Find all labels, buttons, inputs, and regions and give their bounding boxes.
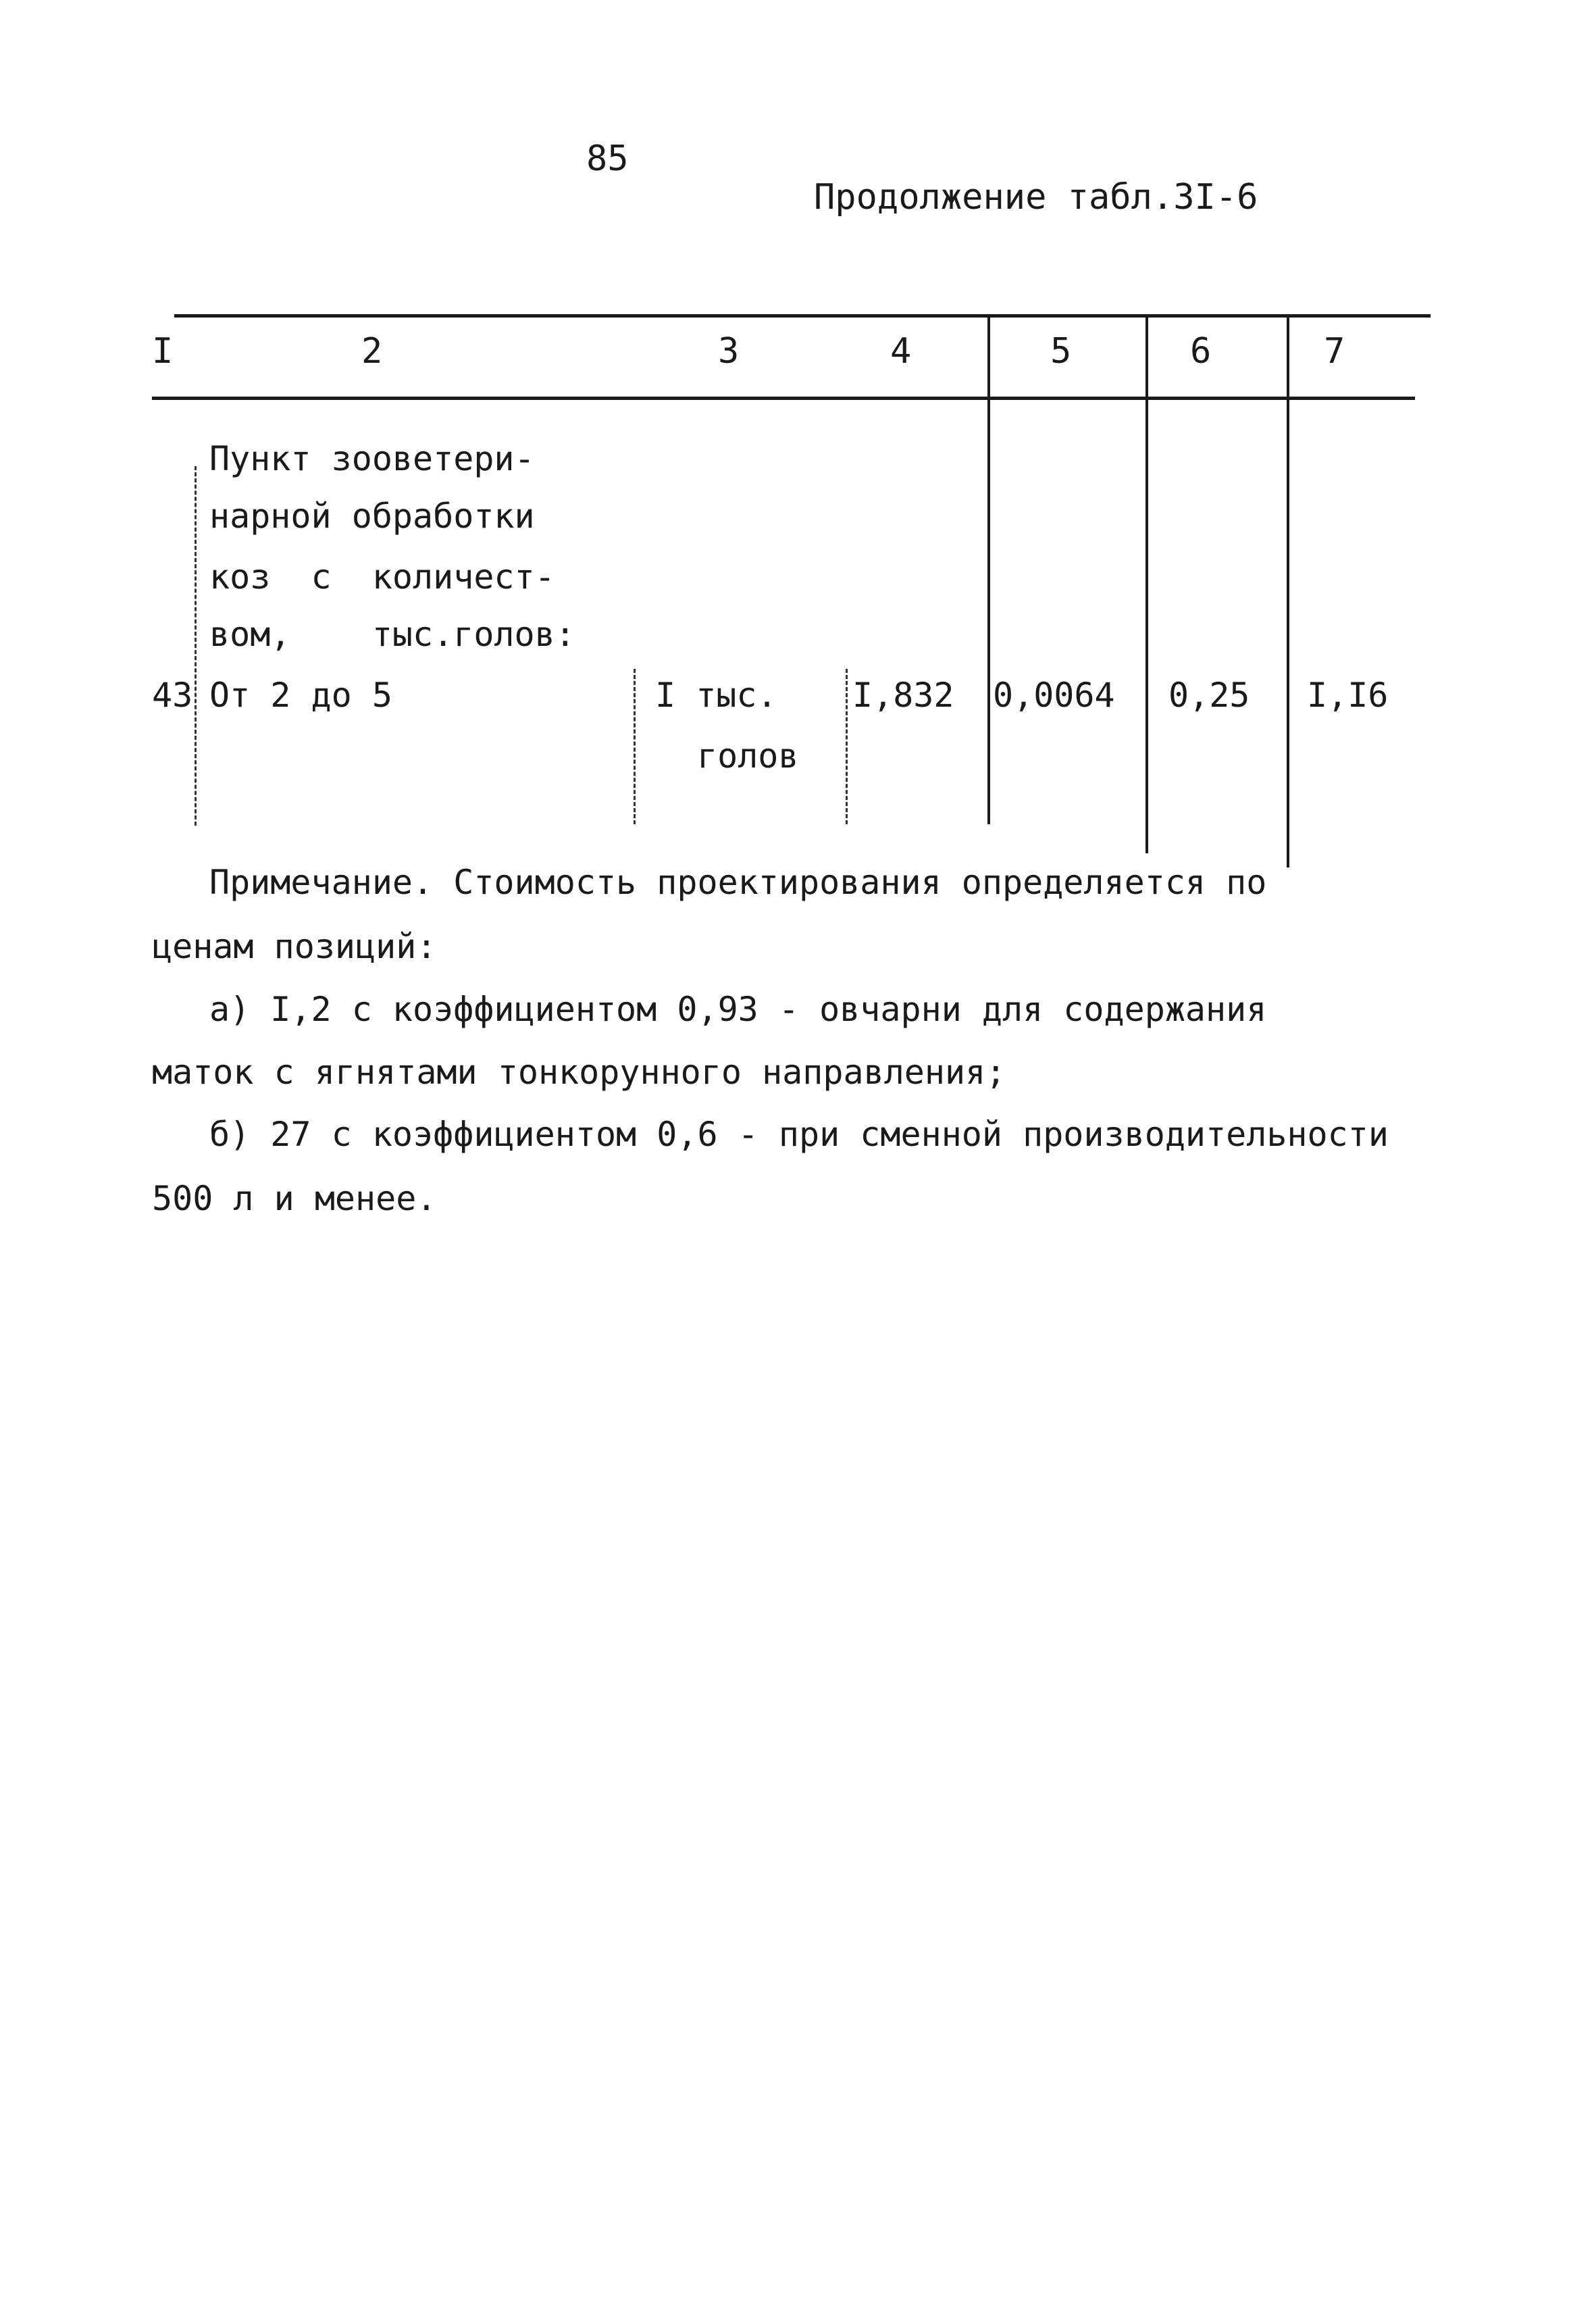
page-number: 85 [586,139,629,179]
header-col-3: 3 [718,331,740,372]
table-top-rule [174,314,1431,318]
row-name: От 2 до 5 [209,676,392,715]
group-title-line-3: коз с количест- [209,557,555,597]
header-col-5: 5 [1050,331,1072,372]
column-divider-2-3 [634,669,636,824]
column-divider-3-4 [846,669,848,824]
column-divider-1-2 [195,466,197,826]
column-divider-4-5 [987,316,990,824]
row-col5-value: 0,0064 [993,676,1115,715]
note-line-6: 500 л и менее. [152,1179,437,1218]
row-col7-value: I,I6 [1307,676,1389,715]
header-col-2: 2 [361,331,383,372]
note-line-2: ценам позиций: [152,927,437,966]
row-col4-value: I,832 [852,676,954,715]
column-divider-6-7 [1287,316,1289,867]
note-line-4: маток с ягнятами тонкорунного направления; [152,1053,1006,1092]
group-title-line-2: нарной обработки [209,497,535,536]
table-header-rule [152,397,1415,400]
header-col-7: 7 [1324,331,1345,372]
header-col-4: 4 [890,331,912,372]
row-unit-line-2: голов [697,736,799,776]
note-line-5: б) 27 с коэффициентом 0,6 - при сменной производительности [209,1115,1389,1154]
note-line-1: Примечание. Стоимость проектирования определяется по [209,863,1267,902]
header-col-6: 6 [1190,331,1212,372]
row-col6-value: 0,25 [1168,676,1250,715]
row-number: 43 [152,676,193,715]
note-line-3: а) I,2 с коэффициентом 0,93 - овчарни для содержания [209,990,1267,1029]
group-title-line-1: Пункт зооветери- [209,439,535,478]
table-continuation-label: Продолжение табл.3I-6 [814,177,1258,218]
row-unit-line-1: I тыс. [655,676,777,715]
column-divider-5-6 [1145,316,1148,853]
header-col-1: I [152,331,174,372]
group-title-line-4: вом, тыс.голов: [209,615,575,654]
